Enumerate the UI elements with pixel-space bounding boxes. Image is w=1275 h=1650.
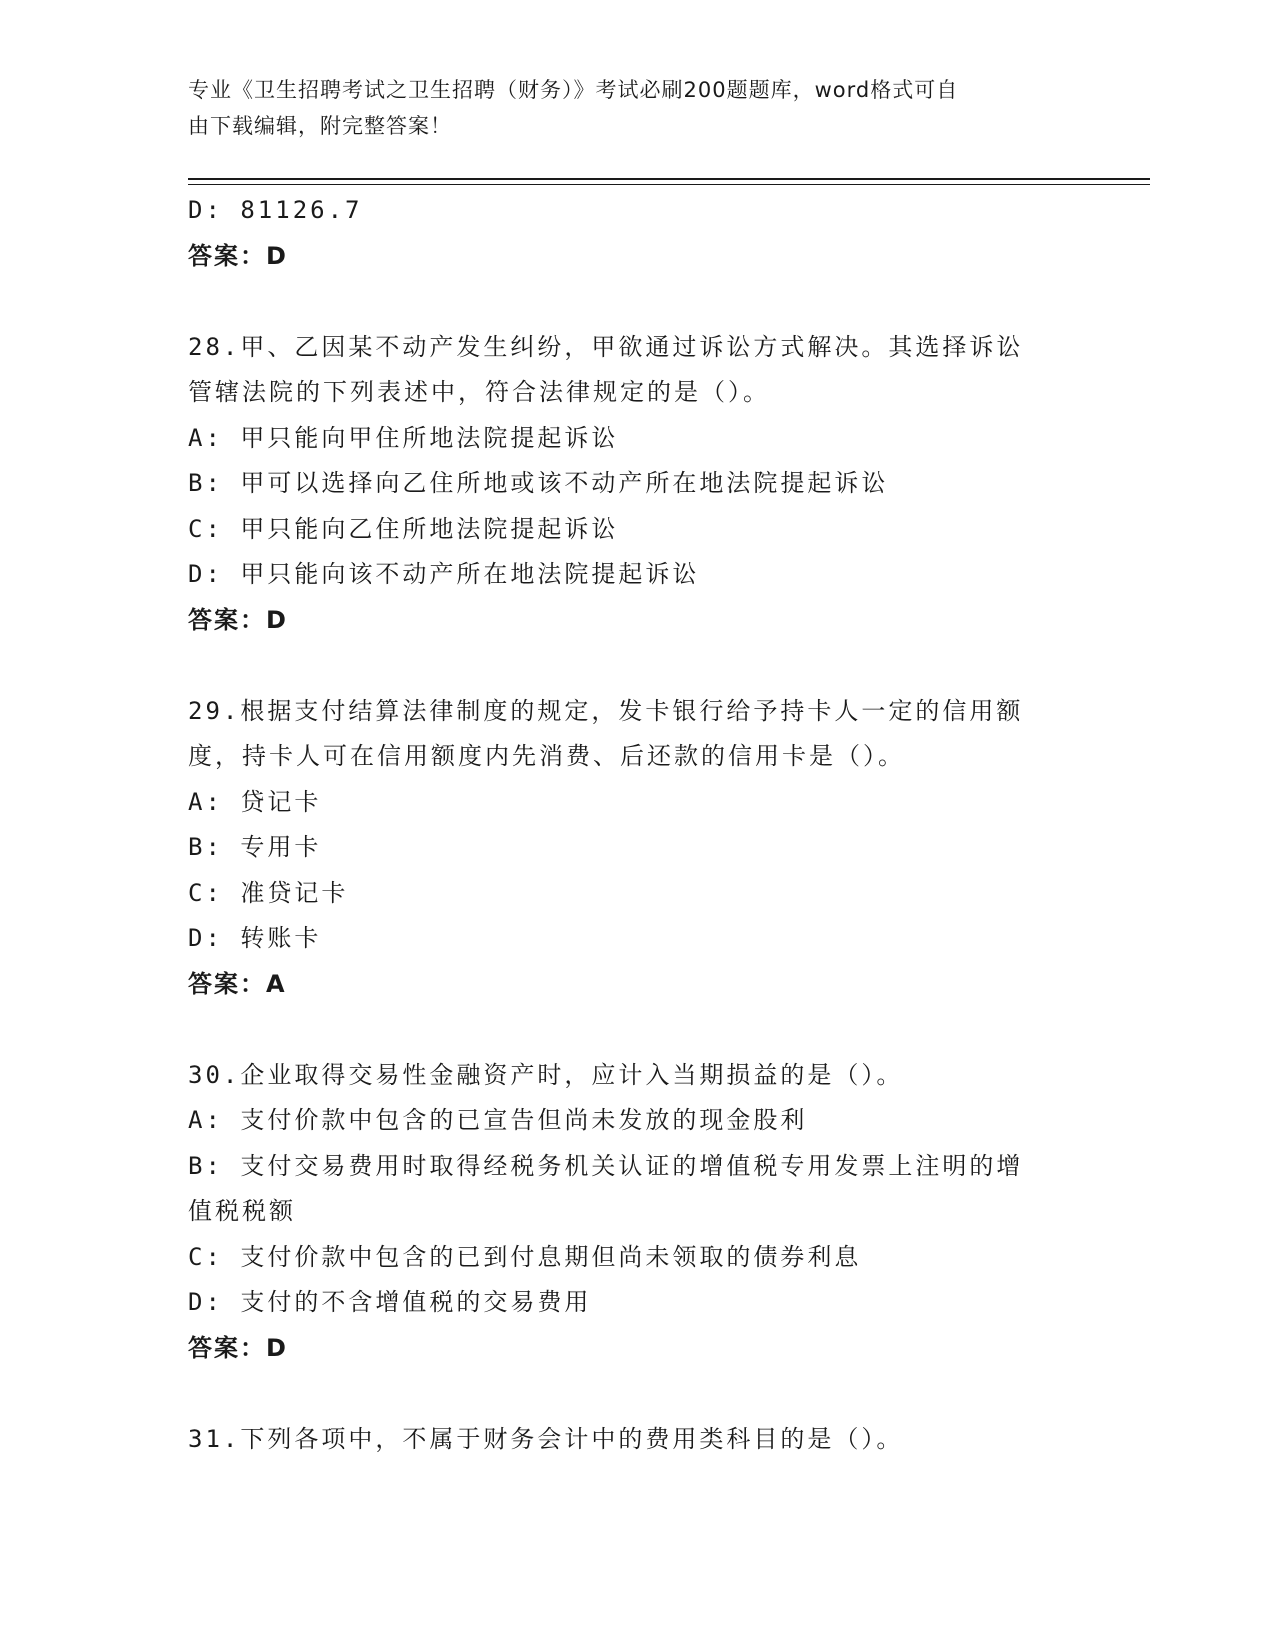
spacer — [188, 279, 1088, 325]
option-d: D: 甲只能向该不动产所在地法院提起诉讼 — [188, 560, 700, 588]
question-27-tail — [188, 188, 1088, 279]
question-stem: 28.甲、乙因某不动产发生纠纷，甲欲通过诉讼方式解决。其选择诉讼 — [188, 332, 1024, 361]
option-c: C: 支付价款中包含的已到付息期但尚未领取的债券利息 — [188, 1242, 862, 1271]
option-b: B: 支付交易费用时取得经税务机关认证的增值税专用发票上注明的增 — [188, 1151, 1024, 1180]
question-31 — [188, 1417, 1088, 1463]
header-rule-thin — [188, 184, 1150, 185]
question-30 — [188, 1053, 1088, 1372]
header-line-2: 由下载编辑，附完整答案！ — [188, 114, 452, 138]
document-header — [188, 72, 1068, 144]
answer: 答案：D — [188, 1333, 288, 1362]
option-d: D: 81126.7 — [188, 196, 363, 224]
option-b: B: 甲可以选择向乙住所地或该不动产所在地法院提起诉讼 — [188, 469, 889, 497]
header-rule-thick — [188, 178, 1150, 180]
question-28 — [188, 325, 1088, 644]
option-b-cont: 值税税额 — [188, 1197, 296, 1225]
answer: 答案：D — [188, 241, 288, 270]
question-stem-cont: 管辖法院的下列表述中，符合法律规定的是（）。 — [188, 378, 770, 406]
option-b: B: 专用卡 — [188, 833, 322, 861]
spacer — [188, 643, 1088, 689]
header-line-1: 专业《卫生招聘考试之卫生招聘（财务）》考试必刷200题题库，word格式可自 — [188, 78, 959, 102]
question-stem-cont: 度，持卡人可在信用额度内先消费、后还款的信用卡是（）。 — [188, 742, 905, 770]
question-stem: 31.下列各项中，不属于财务会计中的费用类科目的是（）。 — [188, 1424, 904, 1453]
document-body — [188, 188, 1088, 1462]
option-a: A: 甲只能向甲住所地法院提起诉讼 — [188, 423, 619, 452]
option-a: A: 贷记卡 — [188, 787, 322, 816]
option-a: A: 支付价款中包含的已宣告但尚未发放的现金股利 — [188, 1106, 808, 1134]
answer: 答案：D — [188, 605, 288, 634]
question-stem: 30.企业取得交易性金融资产时，应计入当期损益的是（）。 — [188, 1060, 904, 1089]
spacer — [188, 1371, 1088, 1417]
option-c: C: 甲只能向乙住所地法院提起诉讼 — [188, 514, 619, 543]
question-stem: 29.根据支付结算法律制度的规定，发卡银行给予持卡人一定的信用额 — [188, 696, 1024, 725]
spacer — [188, 1007, 1088, 1053]
option-d: D: 支付的不含增值税的交易费用 — [188, 1288, 592, 1316]
option-d: D: 转账卡 — [188, 924, 322, 952]
option-c: C: 准贷记卡 — [188, 878, 349, 907]
answer: 答案：A — [188, 969, 287, 998]
question-29 — [188, 689, 1088, 1008]
